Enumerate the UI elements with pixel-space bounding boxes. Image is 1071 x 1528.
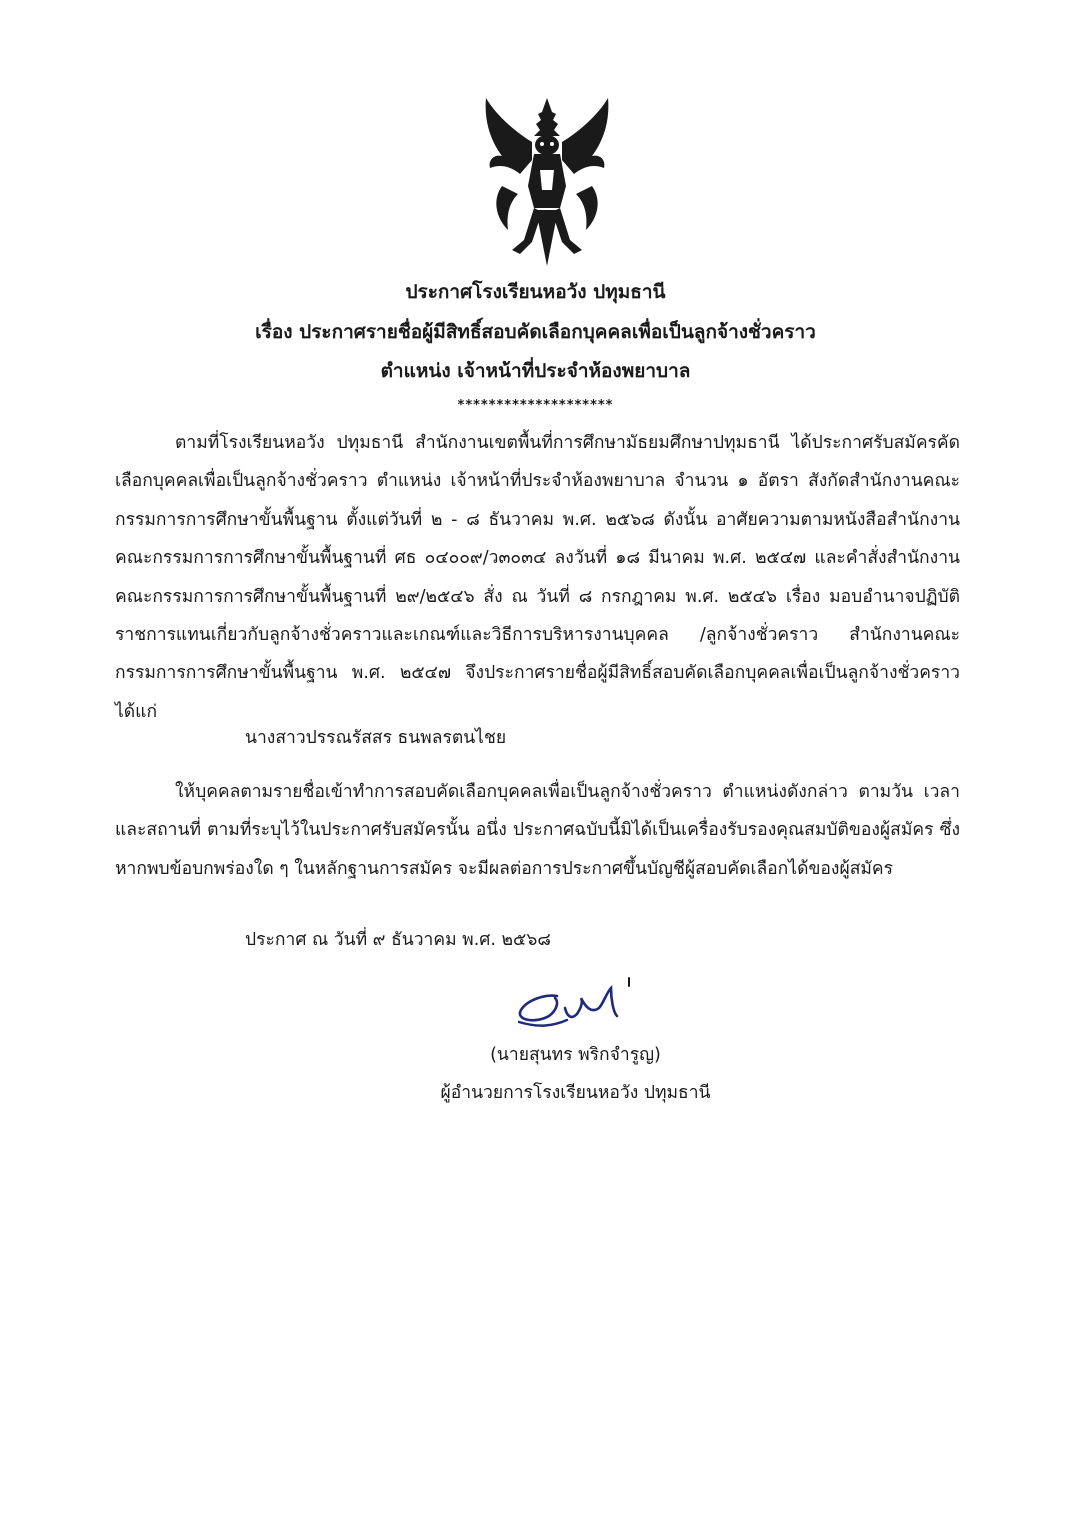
body-paragraph-1: ตามที่โรงเรียนหอวัง ปทุมธานี สำนักงานเขตพื้นที่การศึกษามัธยมศึกษาปทุมธานี ได้ประกาศรับสมัครคัดเลือกบุคคลเพื่อเป็นลูกจ้างชั่วคราว ตำแหน่ง เจ้าหน้าที่ประจำห้องพยาบาล จำนวน ๑ อัตรา สังกัดสำนักงานคณะกรรมการการศึกษาขั้นพื้นฐาน ตั้งแต่วันที่ ๒ - ๘ ธันวาคม พ.ศ. ๒๕๖๘ ดังนั้น อาศัยความตามหนังสือสำนักงานคณะกรรมการการศึกษาขั้นพื้นฐานที่ ศธ ๐๔๐๐๙/ว๓๐๓๔ ลงวันที่ ๑๘ มีนาคม พ.ศ. ๒๕๔๗ และคำสั่งสำนักงานคณะกรรมการการศึกษาขั้นพื้นฐานที่ ๒๙/๒๕๔๖ สั่ง ณ วันที่ ๘ กรกฎาคม พ.ศ. ๒๕๔๖ เรื่อง มอบอำนาจปฏิบัติราชการแทนเกี่ยวกับลูกจ้างชั่วคราวและเกณฑ์และวิธีการบริหารงานบุคคล /ลูกจ้างชั่วคราว สำนักงานคณะกรรมการการศึกษาขั้นพื้นฐาน พ.ศ. ๒๕๔๗ จึงประกาศรายชื่อผู้มีสิทธิ์สอบคัดเลือกบุคคลเพื่อเป็นลูกจ้างชั่วคราว ได้แก่ [115,433,960,722]
announcement-title: ประกาศโรงเรียนหอวัง ปทุมธานี [405,281,666,303]
signatory-name: (นายสุนทร พริกจำรูญ) [490,1045,661,1065]
announcement-subject: เรื่อง ประกาศรายชื่อผู้มีสิทธิ์สอบคัดเลือกบุคคลเพื่อเป็นลูกจ้างชั่วคราว [255,321,816,343]
handwritten-signature [505,972,645,1042]
garuda-emblem-icon [472,90,622,270]
signatory-title: ผู้อำนวยการโรงเรียนหอวัง ปทุมธานี [440,1083,711,1103]
announcement-date: ประกาศ ณ วันที่ ๙ ธันวาคม พ.ศ. ๒๕๖๘ [245,930,551,950]
separator-stars: ******************** [457,398,614,413]
announcement-position: ตำแหน่ง เจ้าหน้าที่ประจำห้องพยาบาล [380,360,691,382]
body-paragraph-2: ให้บุคคลตามรายชื่อเข้าทำการสอบคัดเลือกบุคคลเพื่อเป็นลูกจ้างชั่วคราว ตำแหน่งดังกล่าว ตามวัน เวลาและสถานที่ ตามที่ระบุไว้ในประกาศรับสมัครนั้น อนึ่ง ประกาศฉบับนี้มิได้เป็นเครื่องรับรองคุณสมบัติของผู้สมัคร ซึ่งหากพบข้อบกพร่องใด ๆ ในหลักฐานการสมัคร จะมีผลต่อการประกาศขึ้นบัญชีผู้สอบคัดเลือกได้ของผู้สมัคร [115,782,960,879]
candidate-name: นางสาวปรรณรัสสร ธนพลรตนไชย [245,728,507,748]
